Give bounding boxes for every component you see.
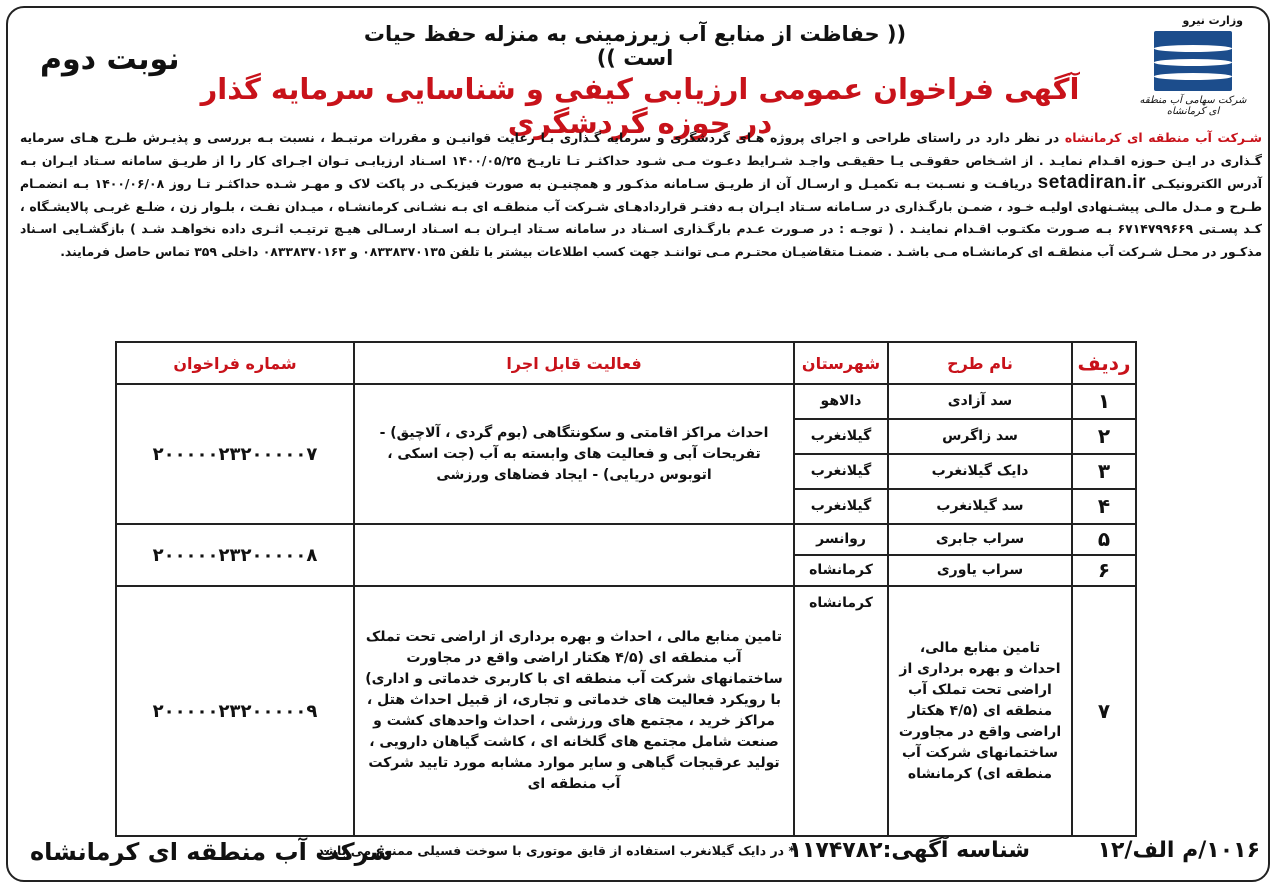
row-number: ۷ <box>1072 586 1136 836</box>
slogan: (( حفاظت از منابع آب زیرزمینی به منزله حفظ حیات است )) <box>363 22 907 70</box>
table-row <box>116 586 1136 836</box>
activity-cell-empty <box>354 524 794 586</box>
table-row <box>116 524 1136 555</box>
project-name: دایک گیلانغرب <box>888 454 1072 489</box>
header-activity: فعالیت قابل اجرا <box>354 342 794 384</box>
ad-title: آگهی فراخوان عمومی ارزیابی کیفی و شناسایی سرمایه گذار در حوزه گردشگری <box>200 72 1080 140</box>
ad-id-value: ۱۱۷۴۷۸۲ <box>788 838 883 863</box>
announcement-body <box>20 127 1262 263</box>
ad-id <box>789 838 1030 863</box>
city: گیلانغرب <box>794 454 888 489</box>
project-name: سد آزادی <box>888 384 1072 419</box>
call-number: ۲۰۰۰۰۰۲۳۲۰۰۰۰۰۹ <box>116 586 354 836</box>
footer-company: شرکت آب منطقه ای کرمانشاه <box>30 838 394 866</box>
logo-company-name: شرکت سهامی آب منطقه ای کرمانشاه <box>1139 95 1247 117</box>
body-paragraph-1: در نظر دارد در راستای طراحی و اجرای پروژه هـای گردشگری و سرمایه گـذاری بـا رعایت قوانیـن و مقررات مرتبـط ، نسبت بـه بررسی و پذیـرش طـرح هـای سرمایه گـذاری در ایـن حـوزه اقـدام نمایـد . از اشـخاص حقوقـی یـا حقیقـی واجـد شـرایط دعـوت مـی شـود حداکثـر تـا تاریـخ ۱۴۰۰/۰۵/۲۵ اسـناد ارزیابـی تـوان اجـرای کار را از طریـق سامانه سـتاد ایـران بـه آدرس الکترونیکـی <box>20 130 1262 191</box>
project-name: سراب یاوری <box>888 555 1072 586</box>
table-header-row <box>116 342 1136 384</box>
projects-table <box>115 341 1137 837</box>
project-name: سد گیلانغرب <box>888 489 1072 524</box>
publication-turn: نوبت دوم <box>40 42 180 77</box>
table-row <box>116 384 1136 419</box>
project-name: تامین منابع مالی، احداث و بهره برداری از اراضی تحت تملک آب منطقه ای (۴/۵ هکتار اراضی واقع در مجاورت ساختمانهای شرکت آب منطقه ای) کرمانشاه <box>888 586 1072 836</box>
footer-note: * در دایک گیلانغرب استفاده از قایق موتوری با سوخت فسیلی ممنوع می باشد <box>317 843 795 858</box>
ad-id-label: شناسه آگهی: <box>882 838 1030 863</box>
city: کرمانشاه <box>794 586 888 836</box>
row-number: ۳ <box>1072 454 1136 489</box>
ministry-label: وزارت نیرو <box>1182 14 1243 27</box>
website-link[interactable]: setadiran.ir <box>1037 172 1147 193</box>
ad-reference-number: ۱۰۱۶/م الف/۱۲ <box>1097 838 1260 863</box>
activity-cell: احداث مراکز اقامتی و سکونتگاهی (بوم گردی ، آلاچیق) - تفریحات آبی و فعالیت های وابسته به آب (جت اسکی ، اتوبوس دریایی) - ایجاد فضاهای ورزشی <box>354 384 794 524</box>
row-number: ۵ <box>1072 524 1136 555</box>
header-city: شهرستان <box>794 342 888 384</box>
call-number: ۲۰۰۰۰۰۲۳۲۰۰۰۰۰۷ <box>116 384 354 524</box>
activity-cell: تامین منابع مالی ، احداث و بهره برداری از اراضی تحت تملک آب منطقه ای (۴/۵ هکتار اراضی واقع در مجاورت ساختمانهای شرکت آب منطقه ای با کاربری خدماتی و اداری) با رویکرد فعالیت های خدماتی و تجاری، از قبیل احداث هتل ، مراکز خرید ، مجتمع های ورزشی ، احداث واحدهای کشت و صنعت شامل مجتمع های گلخانه ای ، کاشت گیاهان دارویی ، تولید عرقیجات گیاهی و سایر موارد مشابه مورد تایید شرکت آب منطقه ای <box>354 586 794 836</box>
city: دالاهو <box>794 384 888 419</box>
city: روانسر <box>794 524 888 555</box>
city: کرمانشاه <box>794 555 888 586</box>
header-call-number: شماره فراخوان <box>116 342 354 384</box>
footer <box>20 838 1260 872</box>
water-logo-icon <box>1154 31 1232 91</box>
project-name: سراب جابری <box>888 524 1072 555</box>
row-number: ۲ <box>1072 419 1136 454</box>
project-name: سد زاگرس <box>888 419 1072 454</box>
city: گیلانغرب <box>794 419 888 454</box>
city: گیلانغرب <box>794 489 888 524</box>
header-row-number: ردیف <box>1072 342 1136 384</box>
row-number: ۴ <box>1072 489 1136 524</box>
company-name: شـرکت آب منطقه ای کرمانشاه <box>1064 130 1262 145</box>
header-project-name: نام طرح <box>888 342 1072 384</box>
body-paragraph-2: دریافـت و نسـبت بـه تکمیـل و ارسـال آن از طریـق سـامانه مذکـور و همچنیـن به صورت فیزیکـی در پاکت لاک و مهـر شـده حداکثـر تـا روز ۱۴۰۰/۰۶/۰۸ بـه انضمـام طـرح و مـدل مالـی پیشـنهادی اولیـه خـود ، ضمـن بارگـذاری در سـامانه سـتاد ایـران بـه دفتـر قراردادهـای شـرکت آب منطقـه ای بـه نشـانی کرمانشـاه ، میـدان نفـت ، بلـوار زن ، ضلـع غربـی پالایشـگاه ، کـد پسـتی ۶۷۱۴۷۹۹۶۶۹ بـه صـورت مکتـوب اقـدام نماینـد . ( توجـه : در صـورت عـدم بارگـذاری اسـناد در سامانه سـتاد ایـران بـه اسـناد ارسـالی هیـچ ترتیـب اثـری داده نخواهـد شـد ) بازگشـایی اسـناد مذکـور در محـل شـرکت آب منطقـه ای کرمانشـاه مـی باشـد . ضمنـا متقاضیـان محتـرم مـی تواننـد جهت کسب اطلاعات بیشتر با تلفن ۰۸۳۳۸۳۷۰۱۳۵ و ۰۸۳۳۸۳۷۰۱۶۳ داخلی ۳۵۹ تماس حاصل فرمایند. <box>20 176 1262 259</box>
call-number: ۲۰۰۰۰۰۲۳۲۰۰۰۰۰۸ <box>116 524 354 586</box>
ministry-logo <box>1133 14 1253 124</box>
row-number: ۱ <box>1072 384 1136 419</box>
row-number: ۶ <box>1072 555 1136 586</box>
